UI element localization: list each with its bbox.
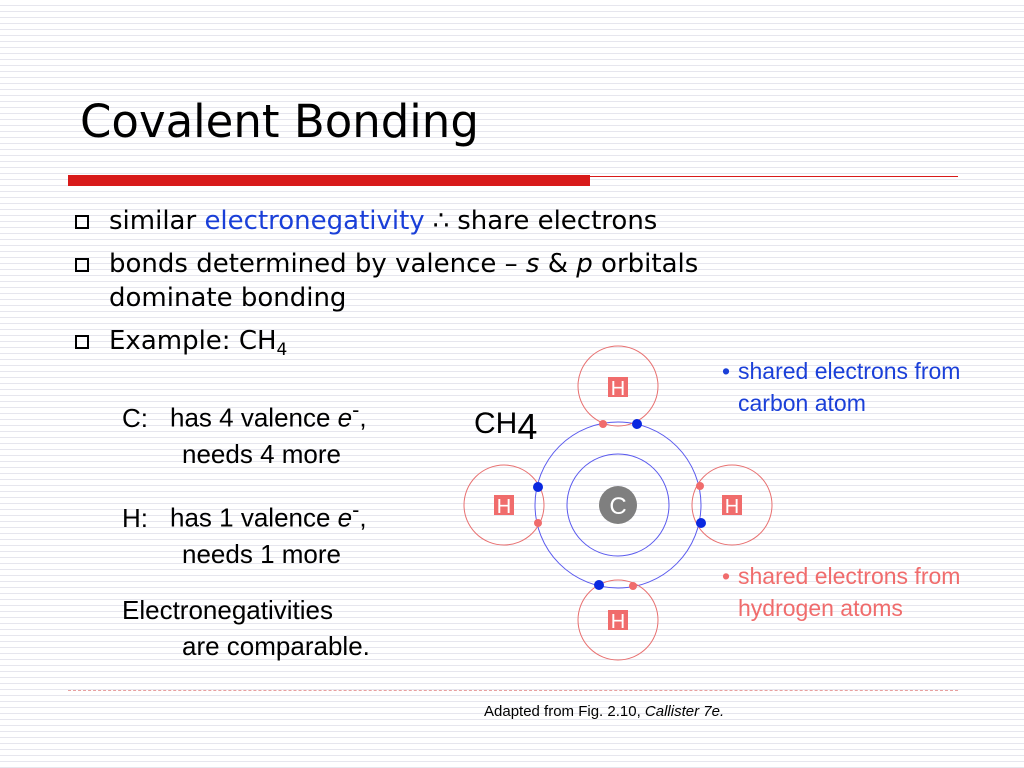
carbon-label: C: — [122, 402, 148, 433]
electronegativity-note — [122, 592, 452, 664]
footer-divider — [68, 690, 958, 691]
hydrogen-electron-right — [696, 482, 704, 490]
electron-symbol: e — [337, 402, 353, 433]
carbon-electron-left — [533, 482, 543, 492]
carbon-needs-text: needs 4 more — [182, 438, 341, 469]
legend-carbon-electrons — [722, 355, 972, 419]
slide-title: Covalent Bonding — [80, 95, 479, 148]
ampersand: & — [539, 249, 577, 279]
hydrogen-symbol-bottom: H — [610, 611, 626, 633]
legend-bullet: • — [722, 358, 731, 384]
title-underline-thin — [590, 176, 958, 177]
square-bullet-icon — [75, 215, 89, 229]
electron-charge: - — [352, 397, 360, 422]
bullet-text: share electrons — [457, 206, 658, 236]
square-bullet-icon — [75, 335, 89, 349]
bullet-text: Example: CH — [109, 326, 277, 356]
carbon-electron-top — [632, 419, 642, 429]
electron-symbol: e — [337, 502, 353, 533]
therefore-symbol: ∴ — [432, 206, 450, 236]
carbon-electron-right — [696, 518, 706, 528]
keyword-electronegativity: electronegativity — [204, 206, 425, 236]
comma: , — [359, 502, 367, 533]
title-underline-thick — [68, 175, 590, 186]
credit-text: Adapted from Fig. 2.10, — [484, 703, 645, 720]
subscript: 4 — [276, 340, 288, 361]
comma: , — [359, 402, 367, 433]
figure-credit — [484, 703, 724, 720]
hydrogen-electron-left — [534, 519, 542, 527]
carbon-electron-bottom — [594, 580, 604, 590]
credit-source: Callister 7e. — [644, 703, 725, 720]
orbital-p: p — [576, 249, 593, 279]
legend-hydrogen-electrons — [722, 560, 972, 624]
bullet-text: orbitals dominate bonding — [109, 249, 699, 313]
hydrogen-symbol-right: H — [724, 496, 740, 518]
hydrogen-valence-note — [122, 492, 452, 572]
hydrogen-electron-bottom — [629, 582, 637, 590]
hydrogen-label: H: — [122, 502, 148, 533]
legend-bullet: • — [722, 563, 731, 589]
carbon-valence-text: has 4 valence — [170, 402, 338, 433]
bullet-text: similar — [109, 206, 205, 236]
bullet-item — [72, 247, 812, 315]
hydrogen-symbol-top: H — [610, 378, 626, 400]
formula-subscript: 4 — [517, 406, 538, 447]
orbital-s: s — [525, 249, 540, 279]
legend-hydrogen-text: shared electrons from hydrogen atoms — [738, 563, 961, 621]
square-bullet-icon — [75, 258, 89, 272]
legend-carbon-text: shared electrons from carbon atom — [738, 358, 961, 416]
hydrogen-valence-text: has 1 valence — [170, 502, 338, 533]
carbon-symbol: C — [609, 493, 627, 520]
bullet-item — [72, 204, 812, 238]
electroneg-line1: Electronegativities — [122, 595, 333, 625]
hydrogen-electron-top — [599, 420, 607, 428]
bullet-text: bonds determined by valence – — [109, 249, 526, 279]
hydrogen-symbol-left: H — [496, 496, 512, 518]
formula-ch: CH — [474, 407, 518, 440]
carbon-valence-note — [122, 392, 452, 472]
electron-charge: - — [352, 497, 360, 522]
hydrogen-needs-text: needs 1 more — [182, 538, 341, 569]
electroneg-line2: are comparable. — [182, 631, 370, 661]
